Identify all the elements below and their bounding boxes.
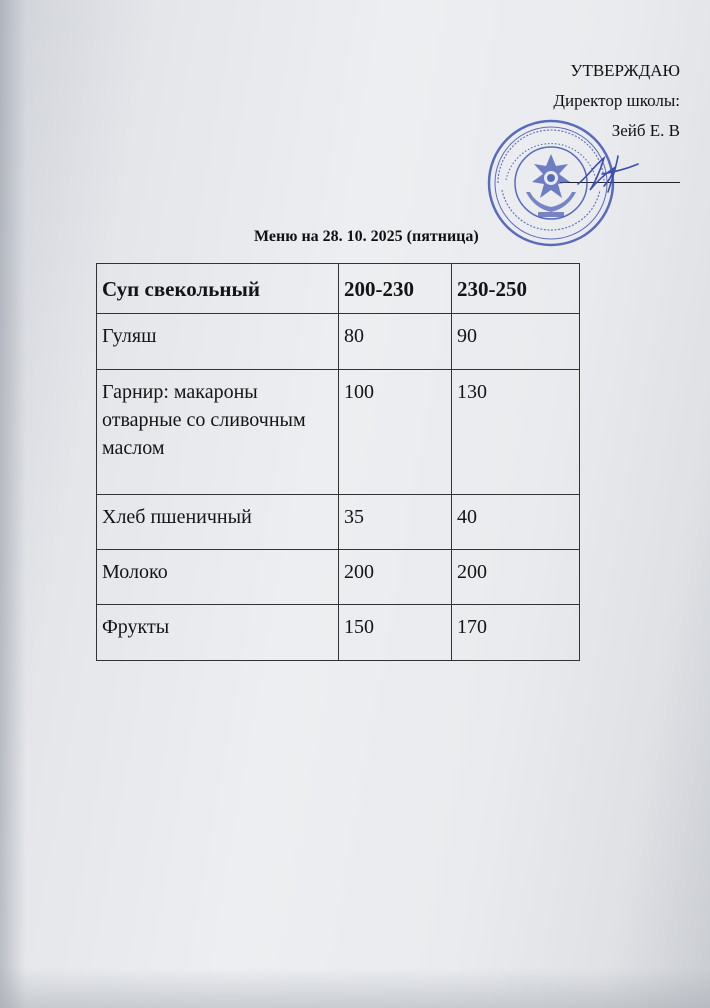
table-row	[97, 314, 580, 370]
table-row	[97, 495, 580, 550]
portion-large: 40	[452, 495, 580, 550]
portion-large: 90	[452, 314, 580, 370]
table-row	[97, 550, 580, 605]
portion-large: 200	[452, 550, 580, 605]
approval-position: Директор школы:	[553, 91, 680, 110]
menu-table	[96, 263, 580, 661]
portion-small: 200	[339, 550, 452, 605]
portion-large: 130	[452, 370, 580, 495]
table-header-row	[97, 264, 580, 314]
table-row	[97, 605, 580, 661]
dish-name: Хлеб пшеничный	[97, 495, 339, 550]
portion-large: 170	[452, 605, 580, 661]
dish-name: Гарнир: макароны отварные со сливочным маслом	[97, 370, 339, 495]
portion-small: 80	[339, 314, 452, 370]
approval-heading: УТВЕРЖДАЮ	[570, 61, 680, 80]
portion-large-header: 230-250	[452, 264, 580, 314]
paper-shadow-left	[0, 0, 26, 1008]
portion-small: 100	[339, 370, 452, 495]
menu-title: Меню на 28. 10. 2025 (пятница)	[254, 228, 479, 245]
dish-name-header: Суп свекольный	[97, 264, 339, 314]
paper-shadow-bottom	[0, 968, 710, 1008]
portion-small: 35	[339, 495, 452, 550]
signature-icon	[574, 150, 644, 194]
approval-name: Зейб Е. В	[611, 121, 680, 140]
portion-small-header: 200-230	[339, 264, 452, 314]
table-row	[97, 370, 580, 495]
dish-name: Молоко	[97, 550, 339, 605]
portion-small: 150	[339, 605, 452, 661]
dish-name: Фрукты	[97, 605, 339, 661]
dish-name: Гуляш	[97, 314, 339, 370]
